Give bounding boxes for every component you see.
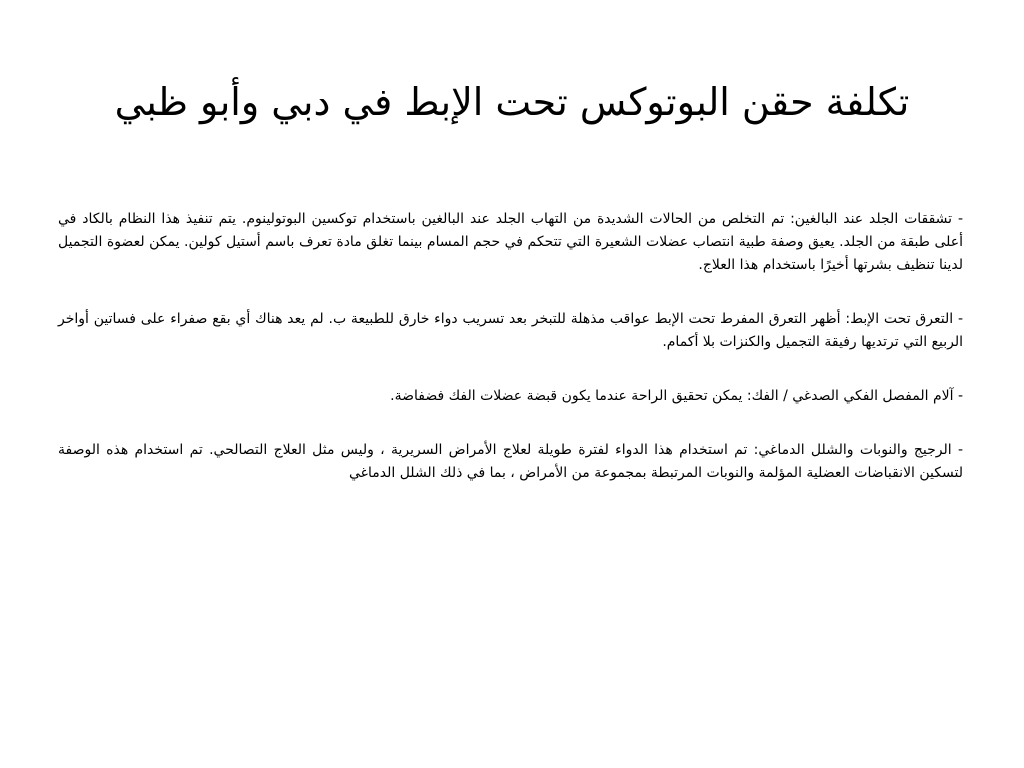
bullet-tmj-pain: - آلام المفصل الفكي الصدغي / الفك: يمكن تحقيق الراحة عندما يكون قبضة عضلات الفك فضفاضة. bbox=[390, 388, 963, 404]
bullet-spasms-cerebral-palsy: - الرجيج والنوبات والشلل الدماغي: تم استخدام هذا الدواء لفترة طويلة لعلاج الأمراض السريرية ، وليس مثل العلاج التصالحي. تم استخدام هذه الوصفة لتسكين الانقباضات العضلية المؤلمة والنوبات المرتبطة بمجموعة من الأمراض ، بما في ذلك الشلل الدماغي bbox=[58, 442, 963, 481]
bullet-underarm-sweating: - التعرق تحت الإبط: أظهر التعرق المفرط تحت الإبط عواقب مذهلة للتبخر بعد تسريب دواء خارق للطبيعة ب. لم يعد هناك أي بقع صفراء على فساتين أواخر الربيع التي ترتديها رفيقة التجميل والكنزات بلا أكمام. bbox=[58, 311, 963, 350]
bullet-skin-cracks: - تشققات الجلد عند البالغين: تم التخلص من الحالات الشديدة من التهاب الجلد عند البالغين باستخدام توكسين البوتولينوم. يتم تنفيذ هذا النظام بالكاد في أعلى طبقة من الجلد. يعيق وصفة طبية انتصاب عضلات الشعيرة التي تتحكم في حجم المسام بينما تغلق مادة تعرف باسم أستيل كولين. يمكن لعضوة التجميل لدينا تنظيف بشرتها أخيرًا باستخدام هذا العلاج. bbox=[58, 211, 963, 273]
bullet-list bbox=[58, 208, 963, 516]
slide-title: تكلفة حقن البوتوكس تحت الإبط في دبي وأبو ظبي bbox=[114, 80, 910, 124]
